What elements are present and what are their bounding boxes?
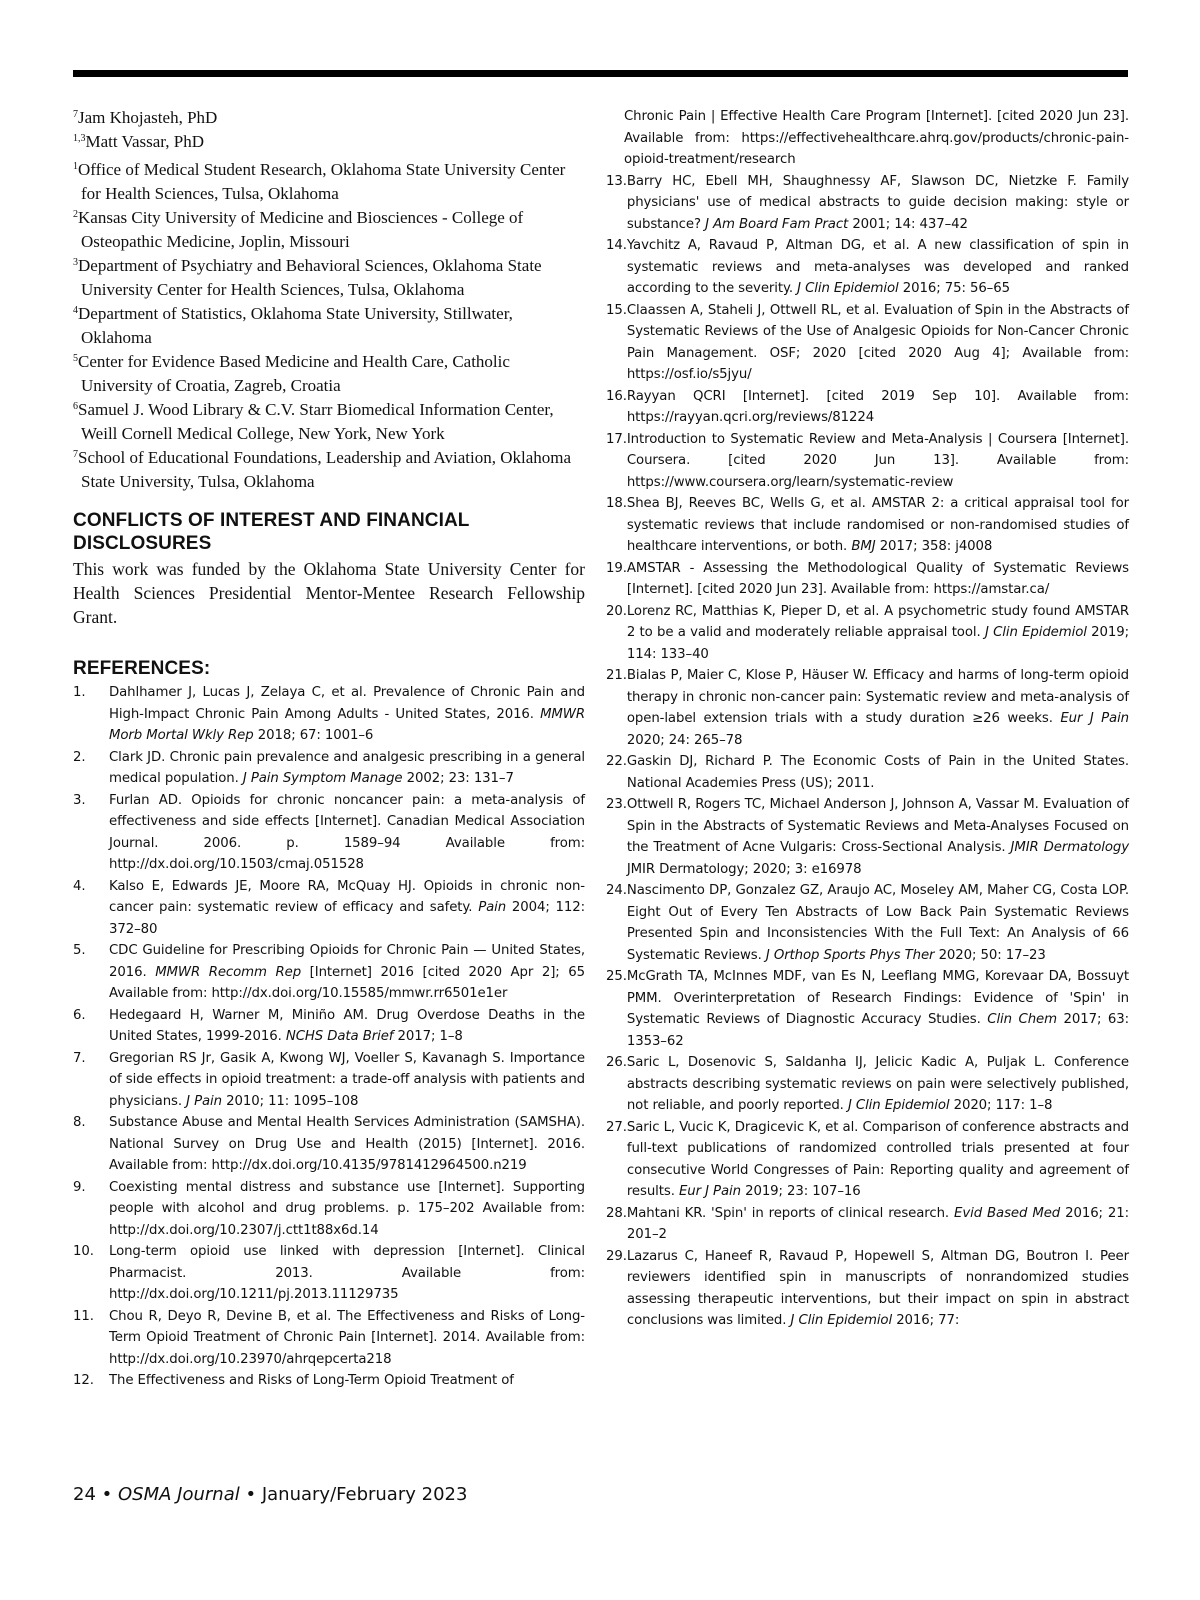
reference-item	[73, 1370, 585, 1392]
reference-number: 25.	[606, 969, 627, 984]
reference-text	[109, 1241, 585, 1306]
reference-12-continued: Chronic Pain | Effective Health Care Program [Internet]. [cited 2020 Jun 23]. Available from: https://effectivehealthcare.ahrq.gov/products/chronic-pain-opioid-treatment/research	[624, 109, 1129, 167]
reference-item	[73, 940, 585, 1005]
reference-item	[606, 665, 1130, 751]
reference-number: 14.	[606, 238, 627, 253]
reference-body: Yavchitz A, Ravaud P, Altman DG, et al. A new classification of spin in systematic reviews and meta-analyses was developed and ranked according to the severity.	[626, 238, 1129, 296]
reference-text	[109, 876, 585, 941]
reference-item	[606, 171, 1129, 236]
reference-journal: NCHS Data Brief	[285, 1029, 394, 1044]
affiliation	[73, 158, 585, 206]
reference-journal: J Clin Epidemiol	[790, 1313, 893, 1328]
reference-journal: JMIR Dermatology	[1010, 840, 1129, 855]
author-superscript: 1,3	[73, 133, 86, 144]
author-superscript: 7	[73, 109, 78, 120]
reference-item	[606, 966, 1129, 1052]
reference-body: AMSTAR - Assessing the Methodological Quality of Systematic Reviews [Internet]. [cited 2020 Jun 23]. Available from: https://amstar.ca/	[626, 560, 1129, 597]
footer-bullet: •	[101, 1484, 113, 1505]
reference-body: Introduction to Systematic Review and Meta-Analysis | Coursera [Internet]. Coursera. [cited 2020 Jun 13]. Available from: https://www.coursera.org/learn/systematic-review	[626, 431, 1129, 490]
reference-text	[627, 601, 1129, 666]
reference-item	[606, 1052, 1129, 1117]
reference-item	[73, 1177, 585, 1242]
reference-number: 1.	[73, 685, 86, 700]
footer-bullet: •	[245, 1484, 257, 1505]
reference-number: 13.	[606, 173, 627, 189]
affiliation-superscript: 1	[73, 161, 78, 172]
reference-citation: [Internet] 2016 [cited 2020 Apr 2]; 65 Available from: http://dx.doi.org/10.15585/mmwr.rr6501e1er	[109, 964, 585, 1001]
reference-number: 5.	[73, 943, 86, 958]
reference-body: Nascimento DP, Gonzalez GZ, Araujo AC, Moseley AM, Maher CG, Costa LOP. Eight Out of Every Ten Abstracts of Low Back Pain Systematic Reviews Presented Spin and Inconsistencies With the Full Text: An Analysis of 66 Systematic Reviews.	[626, 883, 1129, 963]
reference-number: 19.	[606, 560, 627, 576]
affiliation-text: Kansas City University of Medicine and Biosciences - College of Osteopathic Medicine, Joplin, Missouri	[78, 208, 524, 251]
author-name: Jam Khojasteh, PhD	[78, 108, 218, 127]
affiliation-superscript: 2	[73, 209, 78, 220]
reference-item	[606, 386, 1129, 429]
reference-text	[627, 665, 1129, 751]
reference-item	[606, 880, 1129, 966]
affiliation-text: Department of Psychiatry and Behavioral Sciences, Oklahoma State University Center for Health Sciences, Tulsa, Oklahoma	[78, 256, 542, 299]
affiliation	[73, 398, 585, 446]
reference-text	[627, 300, 1129, 386]
reference-journal: J Clin Epidemiol	[984, 625, 1087, 640]
issue-date: January/February 2023	[261, 1484, 468, 1505]
reference-citation: 2001; 14: 437–42	[852, 216, 968, 232]
reference-body: Hedegaard H, Warner M, Miniño AM. Drug Overdose Deaths in the United States, 1999-2016.	[109, 1007, 585, 1044]
reference-number: 20.	[606, 603, 627, 619]
affiliation-text: Center for Evidence Based Medicine and Health Care, Catholic University of Croatia, Zagreb, Croatia	[78, 352, 510, 395]
reference-text	[109, 790, 585, 876]
references-list-right	[606, 171, 1130, 1332]
reference-number: 8.	[73, 1115, 86, 1130]
reference-text	[109, 1306, 585, 1371]
reference-number: 3.	[73, 792, 86, 808]
reference-journal: J Clin Epidemiol	[797, 281, 899, 296]
page-number: 24	[73, 1484, 96, 1505]
reference-item	[606, 1246, 1129, 1332]
affiliation-superscript: 3	[73, 257, 78, 268]
reference-number: 27.	[606, 1119, 627, 1135]
reference-item	[606, 1117, 1129, 1203]
affiliation-text: Samuel J. Wood Library & C.V. Starr Biomedical Information Center, Weill Cornell Medical College, New York, New York	[78, 400, 554, 443]
reference-body: Gregorian RS Jr, Gasik A, Kwong WJ, Voeller S, Kavanagh S. Importance of side effects in opioid treatment: a trade-off analysis with patients and physicians.	[109, 1050, 585, 1109]
reference-citation: 2016; 77:	[896, 1313, 960, 1328]
reference-item	[73, 1005, 585, 1048]
reference-journal: Pain	[478, 900, 507, 915]
reference-text	[627, 1246, 1129, 1332]
reference-body: Kalso E, Edwards JE, Moore RA, McQuay HJ. Opioids in chronic non-cancer pain: systematic review of efficacy and safety.	[109, 878, 585, 915]
reference-journal: MMWR Recomm Rep	[155, 964, 302, 980]
reference-number: 16.	[606, 388, 627, 404]
reference-citation: 2017; 1–8	[397, 1029, 463, 1044]
reference-number: 21.	[606, 668, 627, 683]
affiliation-list	[73, 158, 585, 494]
reference-text	[627, 794, 1129, 880]
reference-text	[109, 1370, 585, 1392]
reference-number: 18.	[606, 496, 627, 511]
references-heading: REFERENCES:	[73, 658, 211, 679]
reference-number: 9.	[73, 1179, 86, 1195]
top-rule	[73, 70, 1128, 77]
reference-text	[627, 493, 1129, 558]
reference-citation: 2020; 24: 265–78	[626, 732, 743, 748]
reference-text	[627, 1117, 1129, 1203]
reference-number: 10.	[73, 1244, 94, 1259]
reference-citation: 2019; 23: 107–16	[745, 1184, 861, 1199]
affiliation-text: Department of Statistics, Oklahoma State University, Stillwater, Oklahoma	[78, 304, 513, 347]
reference-item	[73, 876, 585, 941]
reference-journal: J Pain Symptom Manage	[242, 771, 403, 786]
reference-item	[606, 300, 1129, 386]
reference-body: Barry HC, Ebell MH, Shaughnessy AF, Slawson DC, Nietzke F. Family physicians' use of medical abstracts to guide decision making: style or substance?	[626, 173, 1129, 232]
affiliation-text: School of Educational Foundations, Leadership and Aviation, Oklahoma State University, Tulsa, Oklahoma	[78, 448, 572, 491]
reference-body: Dahlhamer J, Lucas J, Zelaya C, et al. Prevalence of Chronic Pain and High-Impact Chronic Pain Among Adults - United States, 2016.	[109, 685, 585, 722]
reference-text	[109, 940, 585, 1005]
reference-citation: 2020; 117: 1–8	[953, 1098, 1053, 1113]
reference-body: Bialas P, Maier C, Klose P, Häuser W. Efficacy and harms of long-term opioid therapy in chronic non-cancer pain: Systematic review and meta-analysis of open-label extension trials with a study duration ≥26 weeks.	[626, 668, 1129, 726]
reference-text	[627, 558, 1129, 601]
affiliation	[73, 446, 585, 494]
reference-journal: Eur J Pain	[1060, 711, 1130, 726]
author-name: Matt Vassar, PhD	[85, 132, 204, 151]
reference-citation: 2010; 11: 1095–108	[226, 1093, 359, 1109]
affiliation	[73, 206, 585, 254]
reference-journal: J Am Board Fam Pract	[705, 216, 849, 232]
reference-item	[73, 747, 585, 790]
reference-number: 22.	[606, 754, 627, 769]
reference-text	[109, 1177, 585, 1242]
reference-item	[73, 1048, 585, 1113]
reference-number: 17.	[606, 431, 627, 447]
affiliation-text: Office of Medical Student Research, Oklahoma State University Center for Health Sciences, Tulsa, Oklahoma	[78, 160, 566, 203]
reference-body: Lazarus C, Haneef R, Ravaud P, Hopewell S, Altman DG, Boutron I. Peer reviewers identified spin in manuscripts of nonrandomized studies assessing therapeutic interventions, but their impact on spin in abstract conclusions was limited.	[626, 1248, 1129, 1328]
reference-text	[627, 429, 1129, 494]
reference-number: 7.	[73, 1050, 86, 1066]
reference-item	[73, 682, 585, 747]
affiliation	[73, 350, 585, 398]
reference-body: Lorenz RC, Matthias K, Pieper D, et al. A psychometric study found AMSTAR 2 to be a valid and moderately reliable appraisal tool.	[626, 603, 1129, 640]
reference-item	[606, 751, 1129, 794]
affiliation-superscript: 6	[73, 401, 78, 412]
reference-journal: Evid Based Med	[954, 1205, 1061, 1221]
reference-body: Shea BJ, Reeves BC, Wells G, et al. AMSTAR 2: a critical appraisal tool for systematic reviews that include randomised or non-randomised studies of healthcare interventions, or both.	[626, 496, 1129, 554]
reference-number: 15.	[606, 302, 627, 318]
conflicts-text: This work was funded by the Oklahoma State University Center for Health Sciences Presidential Mentor-Mentee Research Fellowship Grant.	[73, 559, 585, 627]
reference-item	[606, 493, 1129, 558]
reference-journal: MMWR Morb Mortal Wkly Rep	[109, 706, 585, 743]
reference-text	[627, 1052, 1129, 1117]
reference-text	[627, 966, 1129, 1052]
reference-citation: 2017; 63: 1353–62	[626, 1012, 1129, 1049]
reference-journal: Clin Chem	[987, 1012, 1057, 1027]
reference-text	[627, 880, 1129, 966]
author-list	[73, 106, 585, 154]
reference-number: 23.	[606, 797, 627, 812]
reference-item	[606, 558, 1129, 601]
affiliation-superscript: 7	[73, 449, 78, 460]
reference-item	[73, 1241, 585, 1306]
conflicts-heading: CONFLICTS OF INTEREST AND FINANCIAL DISCLOSURES	[73, 510, 470, 554]
reference-body: Mahtani KR. 'Spin' in reports of clinical research.	[626, 1205, 950, 1221]
reference-body: Chou R, Deyo R, Devine B, et al. The Effectiveness and Risks of Long-Term Opioid Treatment of Chronic Pain [Internet]. 2014. Available from: http://dx.doi.org/10.23970/ahrqepcerta218	[109, 1308, 585, 1367]
reference-item	[606, 235, 1129, 300]
left-column	[73, 106, 585, 1392]
reference-text	[109, 747, 585, 790]
reference-text	[627, 171, 1129, 236]
reference-body: Saric L, Vucic K, Dragicevic K, et al. Comparison of conference abstracts and full-text publications of randomized controlled trials presented at four consecutive World Congresses of Pain: Reporting quality and agreement of results.	[626, 1119, 1129, 1199]
reference-body: The Effectiveness and Risks of Long-Term Opioid Treatment of	[109, 1373, 514, 1388]
reference-item	[73, 1112, 585, 1177]
reference-citation: 2002; 23: 131–7	[406, 771, 514, 786]
reference-number: 26.	[606, 1055, 627, 1070]
reference-body: Claassen A, Staheli J, Ottwell RL, et al. Evaluation of Spin in the Abstracts of Systematic Reviews of the Use of Analgesic Opioids for Non-Cancer Chronic Pain Management. OSF; 2020 [cited 2020 Aug 4]; Available from: https://osf.io/s5jyu/	[626, 302, 1129, 382]
affiliation	[73, 254, 585, 302]
reference-body: Saric L, Dosenovic S, Saldanha IJ, Jelicic Kadic A, Puljak L. Conference abstracts describing systematic reviews on pain were selectively published, not reliable, and poorly reported.	[626, 1055, 1129, 1113]
reference-text	[627, 1203, 1129, 1246]
reference-text	[109, 1048, 585, 1113]
reference-number: 2.	[73, 749, 86, 765]
reference-body: McGrath TA, McInnes MDF, van Es N, Leeflang MMG, Korevaar DA, Bossuyt PMM. Overinterpretation of Research Findings: Evidence of 'Spin' in Systematic Reviews of Diagnostic Accuracy Studies.	[626, 969, 1129, 1027]
reference-item	[73, 1306, 585, 1371]
right-column	[606, 106, 1130, 1332]
references-list-left	[73, 682, 585, 1392]
reference-text	[109, 682, 585, 747]
reference-body: CDC Guideline for Prescribing Opioids for Chronic Pain — United States, 2016.	[109, 943, 585, 980]
page-footer	[73, 1483, 467, 1507]
reference-item	[73, 790, 585, 876]
reference-number: 28.	[606, 1205, 627, 1221]
affiliation-superscript: 4	[73, 305, 78, 316]
reference-text	[109, 1112, 585, 1177]
reference-text	[627, 386, 1129, 429]
reference-number: 12.	[73, 1373, 94, 1388]
reference-journal: Eur J Pain	[678, 1184, 741, 1199]
reference-citation: 2019; 114: 133–40	[626, 625, 1129, 662]
reference-body: Gaskin DJ, Richard P. The Economic Costs of Pain in the United States. National Academies Press (US); 2011.	[626, 754, 1129, 791]
reference-citation: 2017; 358: j4008	[879, 539, 993, 554]
reference-number: 6.	[73, 1007, 86, 1023]
reference-item	[606, 794, 1129, 880]
reference-body: Coexisting mental distress and substance use [Internet]. Supporting people with alcohol and drug problems. p. 175–202 Available from: http://dx.doi.org/10.2307/j.ctt1t88x6d.14	[109, 1179, 585, 1238]
author-line	[73, 130, 585, 154]
author-line	[73, 106, 585, 130]
reference-item	[606, 429, 1129, 494]
reference-citation: 2020; 50: 17–23	[938, 947, 1046, 963]
reference-number: 11.	[73, 1308, 94, 1324]
reference-item	[606, 1203, 1130, 1246]
reference-body: Rayyan QCRI [Internet]. [cited 2019 Sep 10]. Available from: https://rayyan.qcri.org/reviews/81224	[626, 388, 1129, 425]
reference-citation: JMIR Dermatology; 2020; 3: e16978	[626, 861, 862, 877]
reference-citation: 2016; 75: 56–65	[902, 281, 1010, 296]
reference-text	[627, 235, 1129, 300]
reference-journal: J Clin Epidemiol	[847, 1098, 950, 1113]
affiliation-superscript: 5	[73, 353, 78, 364]
reference-body: Long-term opioid use linked with depression [Internet]. Clinical Pharmacist. 2013. Available from: http://dx.doi.org/10.1211/pj.2013.11129735	[109, 1244, 585, 1302]
reference-citation: 2018; 67: 1001–6	[257, 728, 374, 743]
reference-citation: 2004; 112: 372–80	[109, 900, 585, 937]
reference-journal: J Orthop Sports Phys Ther	[765, 947, 935, 963]
reference-journal: J Pain	[186, 1093, 222, 1109]
reference-body: Clark JD. Chronic pain prevalence and analgesic prescribing in a general medical population.	[109, 749, 585, 786]
reference-citation: 2016; 21: 201–2	[626, 1205, 1130, 1242]
reference-text	[627, 751, 1129, 794]
reference-item	[606, 601, 1129, 666]
journal-name: OSMA Journal	[118, 1484, 240, 1505]
reference-body: Furlan AD. Opioids for chronic noncancer pain: a meta-analysis of effectiveness and side effects [Internet]. Canadian Medical Association Journal. 2006. p. 1589–94 Available from: http://dx.doi.org/10.1503/cmaj.051528	[109, 792, 585, 872]
reference-number: 29.	[606, 1248, 627, 1264]
reference-text	[109, 1005, 585, 1048]
reference-number: 24.	[606, 883, 627, 898]
reference-journal: BMJ	[851, 539, 876, 554]
affiliation	[73, 302, 585, 350]
reference-body: Ottwell R, Rogers TC, Michael Anderson J, Johnson A, Vassar M. Evaluation of Spin in the Abstracts of Systematic Reviews and Meta-Analyses Focused on the Treatment of Acne Vulgaris: Cross-Sectional Analysis.	[626, 797, 1129, 855]
reference-number: 4.	[73, 878, 86, 894]
reference-body: Substance Abuse and Mental Health Services Administration (SAMSHA). National Survey on Drug Use and Health (2015) [Internet]. 2016. Available from: http://dx.doi.org/10.4135/9781412964500.n219	[109, 1115, 585, 1173]
